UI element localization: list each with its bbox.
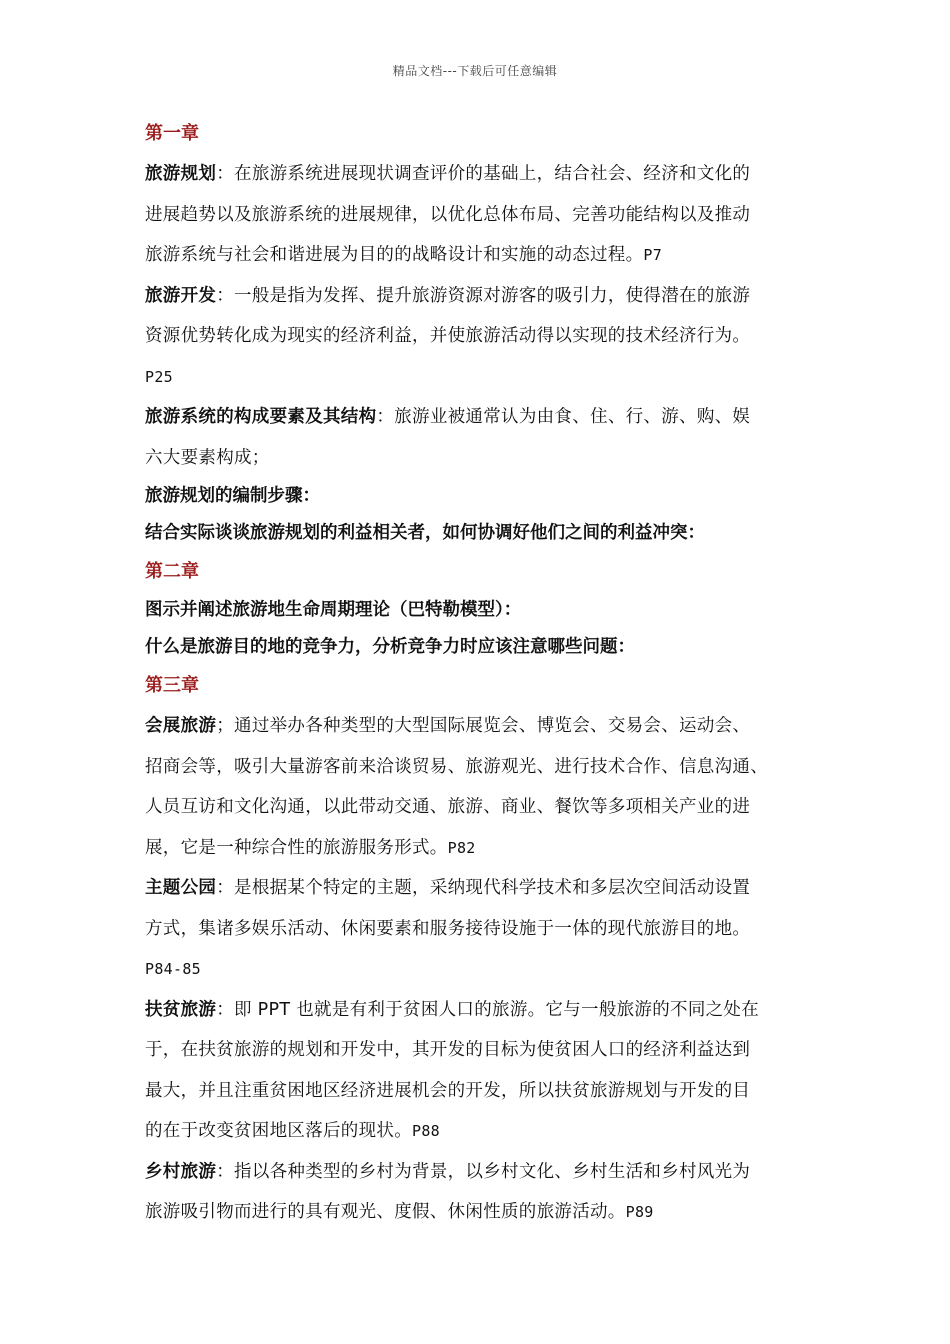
definition-text: 资源优势转化成为现实的经济利益，并使旅游活动得以实现的技术经济行为。 xyxy=(145,326,751,346)
term-separator: ： xyxy=(376,407,395,427)
definition-text: 在旅游系统进展现状调查评价的基础上，结合社会、经济和文化的 xyxy=(234,164,751,184)
question-heading: 旅游规划的编制步骤： xyxy=(145,486,320,506)
definition-text: 人员互访和文化沟通，以此带动交通、旅游、商业、餐饮等多项相关产业的进 xyxy=(145,797,751,817)
page-reference: P25 xyxy=(145,367,173,386)
page-reference: P7 xyxy=(643,246,663,264)
definition-text: 是根据某个特定的主题，采纳现代科学技术和多层次空间活动设置 xyxy=(234,878,751,898)
question-heading: 图示并阐述旅游地生命周期理论（巴特勒模型）： xyxy=(145,600,522,620)
definition-text: 旅游吸引物而进行的具有观光、度假、休闲性质的旅游活动。 xyxy=(145,1202,626,1222)
entry-theme-park xyxy=(145,868,820,990)
definition-text: 即 PPT 也就是有利于贫困人口的旅游。它与一般旅游的不同之处在 xyxy=(234,999,760,1020)
definition-text: 旅游业被通常认为由食、住、行、游、购、娱 xyxy=(394,407,751,427)
page-reference: P89 xyxy=(625,1203,654,1221)
definition-text: 于，在扶贫旅游的规划和开发中，其开发的目标为使贫困人口的经济利益达到 xyxy=(145,1040,751,1060)
page-reference: P84-85 xyxy=(145,960,201,978)
definition-text: 一般是指为发挥、提升旅游资源对游客的吸引力，使得潜在的旅游 xyxy=(234,285,751,306)
entry-convention-tourism xyxy=(145,706,820,868)
definition-text: 的在于改变贫困地区落后的现状。 xyxy=(145,1121,412,1141)
term-separator: ： xyxy=(216,164,235,184)
term-label: 主题公园 xyxy=(145,878,217,898)
page-reference: P88 xyxy=(412,1122,440,1140)
term-label: 旅游规划 xyxy=(145,164,217,184)
definition-text: 最大，并且注重贫困地区经济进展机会的开发，所以扶贫旅游规划与开发的目 xyxy=(145,1080,751,1101)
entry-tourism-system xyxy=(145,397,820,478)
definition-text: 进展趋势以及旅游系统的进展规律，以优化总体布局、完善功能结构以及推动 xyxy=(145,204,751,225)
entry-poverty-tourism xyxy=(145,990,820,1152)
entry-tourism-development xyxy=(145,276,820,398)
chapter-1-heading: 第一章 xyxy=(145,123,199,144)
document-body xyxy=(145,114,820,1233)
question-heading: 什么是旅游目的地的竞争力，分析竞争力时应该注意哪些问题： xyxy=(145,637,635,657)
entry-tourism-planning xyxy=(145,154,820,276)
chapter-3-heading: 第三章 xyxy=(145,675,199,696)
term-separator: ： xyxy=(216,878,235,898)
definition-text: 展，它是一种综合性的旅游服务形式。 xyxy=(145,837,448,858)
definition-text: 六大要素构成； xyxy=(145,447,270,468)
term-separator: ； xyxy=(216,716,235,736)
definition-text: 方式，集诸多娱乐活动、休闲要素和服务接待设施于一体的现代旅游目的地。 xyxy=(145,918,751,939)
term-label: 会展旅游 xyxy=(145,716,217,736)
term-separator: ： xyxy=(216,1161,235,1182)
question-heading: 结合实际谈谈旅游规划的利益相关者，如何协调好他们之间的利益冲突： xyxy=(145,523,705,543)
term-separator: ： xyxy=(216,285,235,306)
term-label: 旅游开发 xyxy=(145,285,217,306)
definition-text: 招商会等，吸引大量游客前来洽谈贸易、旅游观光、进行技术合作、信息沟通、 xyxy=(145,756,768,777)
term-label: 扶贫旅游 xyxy=(145,999,217,1020)
page-header: 精品文档---下载后可任意编辑 xyxy=(392,64,558,78)
term-label: 旅游系统的构成要素及其结构 xyxy=(145,407,377,427)
term-separator: ： xyxy=(216,999,235,1020)
page-reference: P82 xyxy=(447,838,476,857)
chapter-2-heading: 第二章 xyxy=(145,561,199,582)
definition-text: 指以各种类型的乡村为背景，以乡村文化、乡村生活和乡村风光为 xyxy=(234,1161,751,1182)
definition-text: 旅游系统与社会和谐进展为目的的战略设计和实施的动态过程。 xyxy=(145,245,644,265)
term-label: 乡村旅游 xyxy=(145,1161,217,1182)
definition-text: 通过举办各种类型的大型国际展览会、博览会、交易会、运动会、 xyxy=(234,716,751,736)
entry-rural-tourism xyxy=(145,1152,820,1233)
